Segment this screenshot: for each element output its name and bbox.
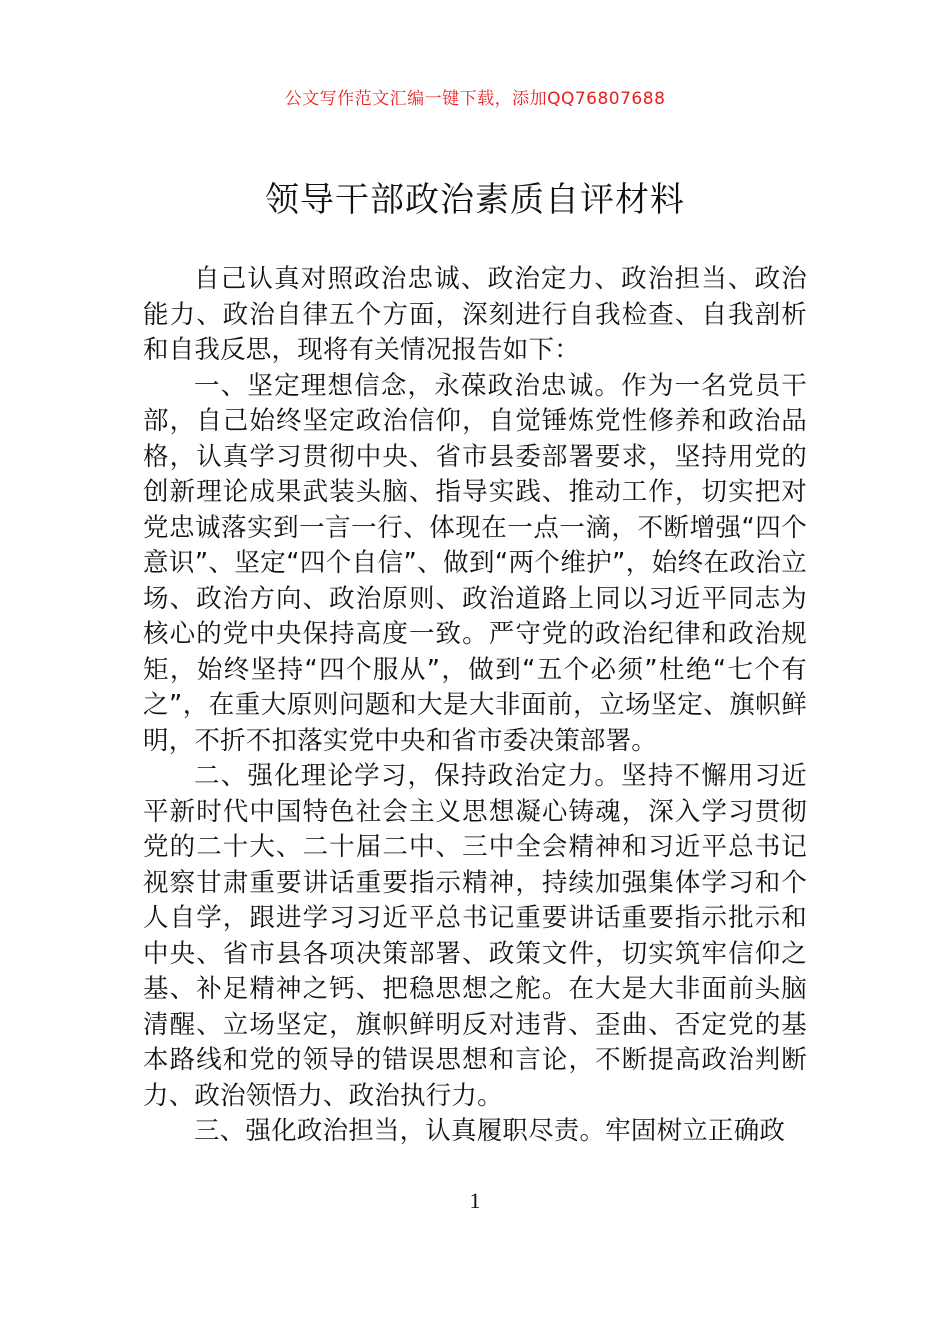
document-title: 领导干部政治素质自评材料: [265, 180, 685, 220]
download-notice: 公文写作范文汇编一键下载，添加QQ76807688: [284, 89, 666, 109]
document-body: [143, 262, 807, 1150]
section-two-paragraph: 二、强化理论学习，保持政治定力。坚持不懈用习近平新时代中国特色社会主义思想凝心铸魂，深入学习贯彻党的二十大、二十届二中、三中全会精神和习近平总书记视察甘肃重要讲话重要指示精神，持续加强集体学习和个人自学，跟进学习习近平总书记重要讲话重要指示批示和中央、省市县各项决策部署、政策文件，切实筑牢信仰之基、补足精神之钙、把稳思想之舵。在大是大非面前头脑清醒、立场坚定，旗帜鲜明反对违背、歪曲、否定党的基本路线和党的领导的错误思想和言论，不断提高政治判断力、政治领悟力、政治执行力。: [143, 761, 807, 1111]
intro-paragraph: 自己认真对照政治忠诚、政治定力、政治担当、政治能力、政治自律五个方面，深刻进行自我检查、自我剖析和自我反思，现将有关情况报告如下：: [143, 264, 807, 365]
page-number: 1: [469, 1188, 481, 1213]
section-one-paragraph: 一、坚定理想信念，永葆政治忠诚。作为一名党员干部，自己始终坚定政治信仰，自觉锤炼党性修养和政治品格，认真学习贯彻中央、省市县委部署要求，坚持用党的创新理论成果武装头脑、指导实践、推动工作，切实把对党忠诚落实到一言一行、体现在一点一滴，不断增强“四个意识”、坚定“四个自信”、做到“两个维护”，始终在政治立场、政治方向、政治原则、政治道路上同以习近平同志为核心的党中央保持高度一致。严守党的政治纪律和政治规矩，始终坚持“四个服从”，做到“五个必须”杜绝“七个有之”，在重大原则问题和大是大非面前，立场坚定、旗帜鲜明，不折不扣落实党中央和省市委决策部署。: [143, 370, 807, 756]
section-three-paragraph: 三、强化政治担当，认真履职尽责。牢固树立正确政: [194, 1116, 786, 1146]
